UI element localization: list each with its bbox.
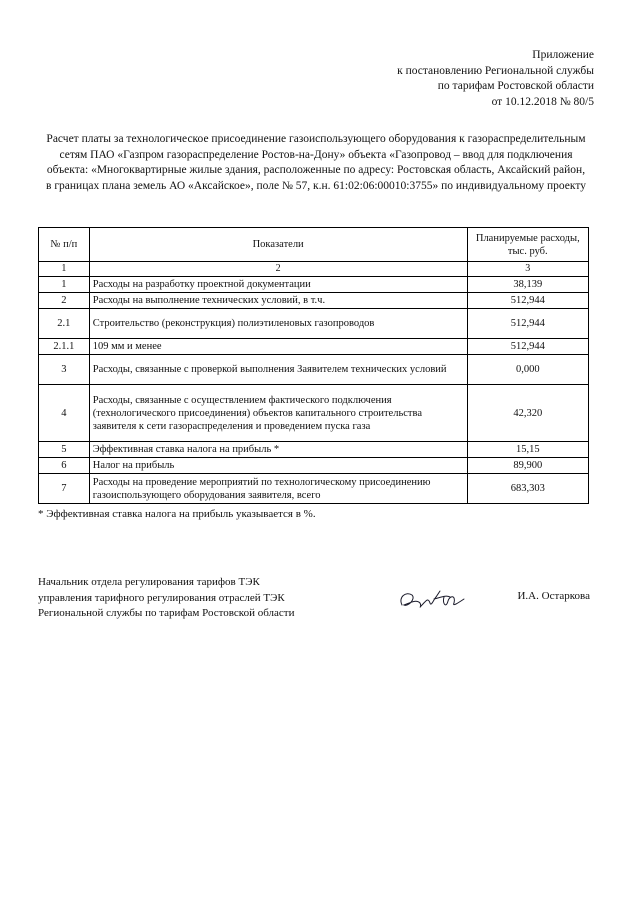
table-row (39, 293, 589, 309)
row-value: 38,139 (467, 277, 588, 293)
row-name: Эффективная ставка налога на прибыль * (89, 442, 467, 458)
table-row (39, 355, 589, 385)
row-value: 89,900 (467, 458, 588, 474)
appendix-header (334, 48, 594, 110)
row-value: 42,320 (467, 385, 588, 442)
row-name: Налог на прибыль (89, 458, 467, 474)
title-line-1: Расчет платы за технологическое присоединение газоиспользующего оборудования к газораспределительным (46, 133, 586, 145)
row-num: 5 (39, 442, 90, 458)
row-num: 2.1 (39, 309, 90, 339)
table-row (39, 442, 589, 458)
row-num: 2.1.1 (39, 339, 90, 355)
row-value: 0,000 (467, 355, 588, 385)
handwritten-signature (396, 585, 472, 615)
row-value: 15,15 (467, 442, 588, 458)
row-name: Расходы на выполнение технических условий, в т.ч. (89, 293, 467, 309)
row-value: 683,303 (467, 474, 588, 504)
cost-table (38, 227, 589, 504)
header-value-line-1: Планируемые расходы, (475, 232, 580, 244)
table-index-row (39, 262, 589, 277)
row-num: 6 (39, 458, 90, 474)
row-num: 1 (39, 277, 90, 293)
row-name: Расходы, связанные с осуществлением фактического подключения (технологического присоединения) объектов капитального строительства заявителя к сети газораспределения и проведением пуска газа (89, 385, 467, 442)
signer-name: И.А. Остаркова (517, 590, 590, 602)
appendix-line-3: по тарифам Ростовской области (437, 80, 594, 92)
title-line-2: сетям ПАО «Газпром газораспределение Ростов-на-Дону» объекта «Газопровод – ввод для подключения (59, 148, 573, 161)
table-row (39, 385, 589, 442)
row-value: 512,944 (467, 293, 588, 309)
index-cell-3: 3 (467, 262, 588, 277)
position-line-2: управления тарифного регулирования отраслей ТЭК (38, 591, 285, 604)
row-name: 109 мм и менее (89, 339, 467, 355)
row-name: Расходы на проведение мероприятий по технологическому присоединению газоиспользующего оборудования заявителя, всего (89, 474, 467, 504)
title-line-4: в границах плана земель АО «Аксайское», поле № 57, к.н. 61:02:06:00010:3755» по индивидуальному проекту (46, 179, 586, 192)
table-row (39, 474, 589, 504)
table-row (39, 309, 589, 339)
signatory-position (38, 575, 295, 622)
row-num: 3 (39, 355, 90, 385)
header-num: № п/п (39, 228, 90, 262)
row-name: Расходы на разработку проектной документации (89, 277, 467, 293)
tax-footnote: * Эффективная ставка налога на прибыль указывается в %. (38, 508, 316, 520)
row-num: 7 (39, 474, 90, 504)
document-title (38, 132, 594, 194)
row-value: 512,944 (467, 339, 588, 355)
title-line-3: объекта: «Многоквартирные жилые здания, расположенные по адресу: Ростовская область, Аксайский район, (46, 164, 586, 176)
row-value: 512,944 (467, 309, 588, 339)
table-row (39, 458, 589, 474)
appendix-line-2: к постановлению Региональной службы (397, 64, 594, 77)
header-value (467, 228, 588, 262)
index-cell-1: 1 (39, 262, 90, 277)
position-line-1: Начальник отдела регулирования тарифов ТЭК (38, 576, 260, 588)
header-value-line-2: тыс. руб. (507, 245, 548, 257)
row-name: Расходы, связанные с проверкой выполнения Заявителем технических условий (89, 355, 467, 385)
index-cell-2: 2 (89, 262, 467, 277)
appendix-line-1: Приложение (532, 49, 594, 61)
row-num: 2 (39, 293, 90, 309)
row-name: Строительство (реконструкция) полиэтиленовых газопроводов (89, 309, 467, 339)
table-header-row (39, 228, 589, 262)
header-name: Показатели (89, 228, 467, 262)
position-line-3: Региональной службы по тарифам Ростовской области (38, 607, 295, 619)
row-num: 4 (39, 385, 90, 442)
appendix-line-4: от 10.12.2018 № 80/5 (491, 95, 594, 108)
table-row (39, 277, 589, 293)
table-row (39, 339, 589, 355)
